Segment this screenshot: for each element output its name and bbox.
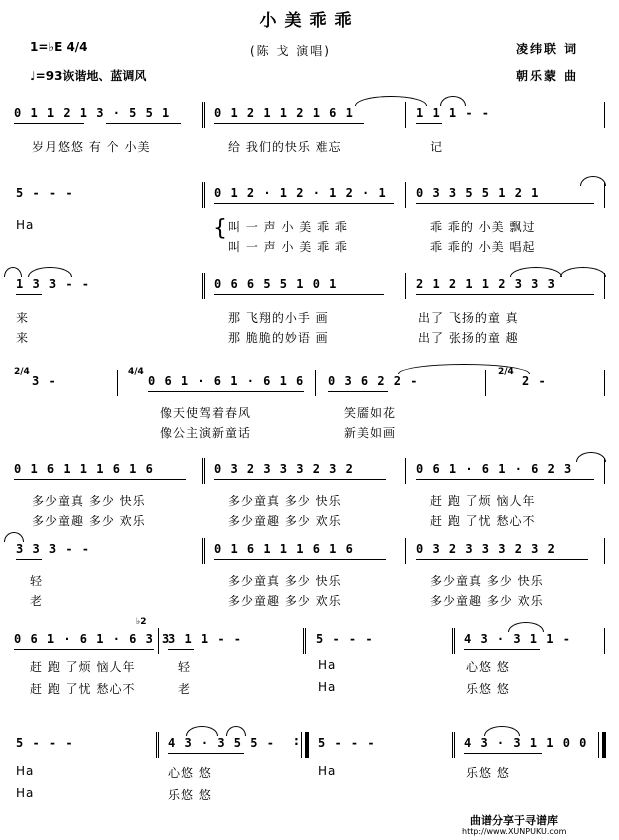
lyric-line: 老 xyxy=(30,594,44,608)
measure-notes: 0 1 6 1 1 1 6 1 6 xyxy=(14,462,154,476)
measure-notes: 0 6 1 · 6 1 · 6 2 3 xyxy=(416,462,573,476)
barline xyxy=(604,628,605,654)
composer-credit: 朝乐蒙 曲 xyxy=(516,69,579,83)
final-barline xyxy=(602,732,606,758)
lyric-line: 赶 跑 了烦 恼人年 xyxy=(430,494,536,508)
beam-underline xyxy=(464,649,540,650)
measure-notes: 0 3 3 5 5 1 2 1 xyxy=(416,186,540,200)
measure-notes: 4 3 · 3 1 1 0 0 xyxy=(464,736,588,750)
barline xyxy=(598,732,599,758)
barline xyxy=(301,732,302,758)
beam-underline xyxy=(214,559,386,560)
measure-notes: 5 - - - xyxy=(16,736,74,750)
lyric-line: Ha xyxy=(318,680,337,694)
lyric-line: 多少童真 多少 快乐 xyxy=(228,494,342,508)
key-signature: 1=♭E 4/4 xyxy=(30,40,88,54)
barline xyxy=(156,732,157,758)
barline xyxy=(452,628,453,654)
lyric-line: 多少童趣 多少 欢乐 xyxy=(32,514,146,528)
barline xyxy=(315,370,316,396)
beam-underline xyxy=(416,479,594,480)
slur xyxy=(576,452,606,462)
measure-notes: 0 3 6 2 2 - xyxy=(328,374,419,388)
time-signature: 2/4 xyxy=(498,367,514,377)
footer-url[interactable]: http://www.XUNPUKU.com xyxy=(462,827,567,836)
measure-notes: 4 3 · 3 1 1 - xyxy=(464,632,571,646)
lyric-line: 叫 一 声 小 美 乖 乖 xyxy=(228,220,348,234)
beam-underline xyxy=(328,391,388,392)
lyric-line: 多少童真 多少 快乐 xyxy=(228,574,342,588)
barline xyxy=(604,538,605,564)
lyric-line: 岁月悠悠 有 个 小美 xyxy=(32,140,151,154)
measure-notes: 2 - xyxy=(522,374,547,388)
slur xyxy=(355,96,427,106)
barline xyxy=(604,102,605,128)
lyric-line: 赶 跑 了忧 愁心不 xyxy=(30,682,136,696)
measure-notes: 0 1 2 1 1 2 1 6 1 xyxy=(214,106,354,120)
lyric-line: 轻 xyxy=(178,660,192,674)
slur xyxy=(4,267,22,277)
measure-notes: 5 - - - xyxy=(316,632,374,646)
barline xyxy=(204,538,205,564)
measure-notes: 2 1 2 1 1 2 3 3 3 xyxy=(416,277,556,291)
lyric-line: 出了 张扬的童 趣 xyxy=(418,331,519,345)
barline xyxy=(454,628,455,654)
beam-underline xyxy=(106,123,181,124)
measure-notes: 0 1 1 2 1 3 · 5 5 1 xyxy=(14,106,171,120)
lyric-line: 像公主演新童话 xyxy=(160,426,252,440)
barline xyxy=(202,102,203,128)
beam-underline xyxy=(14,479,186,480)
lyric-line: 乖 乖的 小美 唱起 xyxy=(430,240,536,254)
lyric-line: 那 飞翔的小手 画 xyxy=(228,311,329,325)
barline xyxy=(405,182,406,208)
lyric-line: 多少童趣 多少 欢乐 xyxy=(228,594,342,608)
lyric-line: 新美如画 xyxy=(344,426,397,440)
measure-notes: 0 1 2 · 1 2 · 1 2 · 1 xyxy=(214,186,387,200)
measure-notes: 3 3 3 - - xyxy=(16,542,91,556)
footer-credit: 曲谱分享于寻谱库 xyxy=(470,814,558,827)
verse-brace: { xyxy=(213,216,227,241)
measure-notes: 5 - - - xyxy=(16,186,74,200)
repeat-barline xyxy=(305,732,309,758)
slur xyxy=(4,532,24,542)
measure-notes: 0 1 6 1 1 1 6 1 6 xyxy=(214,542,354,556)
time-signature: 2/4 xyxy=(14,367,30,377)
beam-underline xyxy=(416,559,588,560)
lyric-line: 多少童真 多少 快乐 xyxy=(430,574,544,588)
beam-underline xyxy=(16,294,42,295)
barline xyxy=(452,732,453,758)
lyric-line: 叫 一 声 小 美 乖 乖 xyxy=(228,240,348,254)
barline xyxy=(158,628,159,654)
beam-underline xyxy=(16,559,42,560)
lyric-line: Ha xyxy=(16,218,35,232)
slur xyxy=(398,364,530,374)
beam-underline xyxy=(14,123,84,124)
measure-notes: 5 - - - xyxy=(318,736,376,750)
slur xyxy=(226,726,246,736)
lyric-line: 心悠 悠 xyxy=(466,660,510,674)
lyric-line: Ha xyxy=(16,764,35,778)
lyric-line: 多少童趣 多少 欢乐 xyxy=(430,594,544,608)
lyric-line: 乐悠 悠 xyxy=(466,766,510,780)
barline xyxy=(117,370,118,396)
repeat-dots: : xyxy=(294,734,299,748)
slur xyxy=(508,622,544,632)
lyric-line: 记 xyxy=(430,140,444,154)
beam-underline xyxy=(416,123,442,124)
tempo-marking: ♩=93诙谐地、蓝调风 xyxy=(30,69,147,83)
flat-mark: ♭2 xyxy=(136,617,147,627)
barline xyxy=(405,458,406,484)
slur xyxy=(484,726,520,736)
lyric-line: 赶 跑 了忧 愁心不 xyxy=(430,514,536,528)
lyric-line: 来 xyxy=(16,331,30,345)
lyric-line: 那 脆脆的妙语 画 xyxy=(228,331,329,345)
barline xyxy=(204,182,205,208)
singer-credit: (陈 戈 演唱) xyxy=(250,44,331,58)
slur xyxy=(510,267,562,277)
lyric-line: 乖 乖的 小美 飘过 xyxy=(430,220,536,234)
time-signature: 4/4 xyxy=(128,367,144,377)
lyric-line: 老 xyxy=(178,682,192,696)
barline xyxy=(604,370,605,396)
measure-notes: 0 6 1 · 6 1 · 6 1 6 xyxy=(148,374,305,388)
barline xyxy=(405,273,406,299)
barline xyxy=(204,273,205,299)
barline xyxy=(202,182,203,208)
measure-notes: 0 6 6 5 5 1 0 1 xyxy=(214,277,338,291)
lyric-line: Ha xyxy=(16,786,35,800)
barline xyxy=(303,628,304,654)
barline xyxy=(158,732,159,758)
measure-notes: 4 3 · 3 5 5 - xyxy=(168,736,275,750)
beam-underline xyxy=(14,649,154,650)
beam-underline xyxy=(214,294,384,295)
measure-notes: 3 - xyxy=(32,374,57,388)
slur xyxy=(580,176,606,186)
lyric-line: 多少童趣 多少 欢乐 xyxy=(228,514,342,528)
barline xyxy=(305,628,306,654)
beam-underline xyxy=(214,203,394,204)
lyric-line: 乐悠 悠 xyxy=(466,682,510,696)
lyric-line: 来 xyxy=(16,311,30,325)
barline xyxy=(202,273,203,299)
song-title: 小美乖乖 xyxy=(259,11,360,31)
barline xyxy=(204,458,205,484)
beam-underline xyxy=(148,391,304,392)
measure-notes: 0 3 2 3 3 3 2 3 2 xyxy=(214,462,354,476)
beam-underline xyxy=(168,649,194,650)
lyric-line: 给 我们的快乐 难忘 xyxy=(228,140,342,154)
barline xyxy=(405,538,406,564)
slur xyxy=(186,726,218,736)
slur xyxy=(440,96,466,106)
lyric-line: 出了 飞扬的童 真 xyxy=(418,311,519,325)
slur xyxy=(28,267,72,277)
beam-underline xyxy=(214,123,364,124)
measure-notes: 0 6 1 · 6 1 · 6 3 3 xyxy=(14,632,171,646)
lyric-line: 心悠 悠 xyxy=(168,766,212,780)
measure-notes: 1 3 3 - - xyxy=(16,277,91,291)
lyricist-credit: 凌纬联 词 xyxy=(516,42,579,56)
barline xyxy=(202,458,203,484)
lyric-line: Ha xyxy=(318,658,337,672)
barline xyxy=(202,538,203,564)
lyric-line: 多少童真 多少 快乐 xyxy=(32,494,146,508)
beam-underline xyxy=(214,479,386,480)
lyric-line: 笑靥如花 xyxy=(344,406,397,420)
measure-notes: 3 1 1 - - xyxy=(168,632,243,646)
lyric-line: 乐悠 悠 xyxy=(168,788,212,802)
measure-notes: 1 1 1 - - xyxy=(416,106,491,120)
beam-underline xyxy=(416,203,594,204)
barline xyxy=(204,102,205,128)
slur xyxy=(560,267,606,277)
lyric-line: Ha xyxy=(318,764,337,778)
barline xyxy=(454,732,455,758)
beam-underline xyxy=(416,294,594,295)
beam-underline xyxy=(168,753,244,754)
lyric-line: 赶 跑 了烦 恼人年 xyxy=(30,660,136,674)
beam-underline xyxy=(464,753,542,754)
lyric-line: 轻 xyxy=(30,574,44,588)
lyric-line: 像天使驾着春风 xyxy=(160,406,252,420)
measure-notes: 0 3 2 3 3 3 2 3 2 xyxy=(416,542,556,556)
